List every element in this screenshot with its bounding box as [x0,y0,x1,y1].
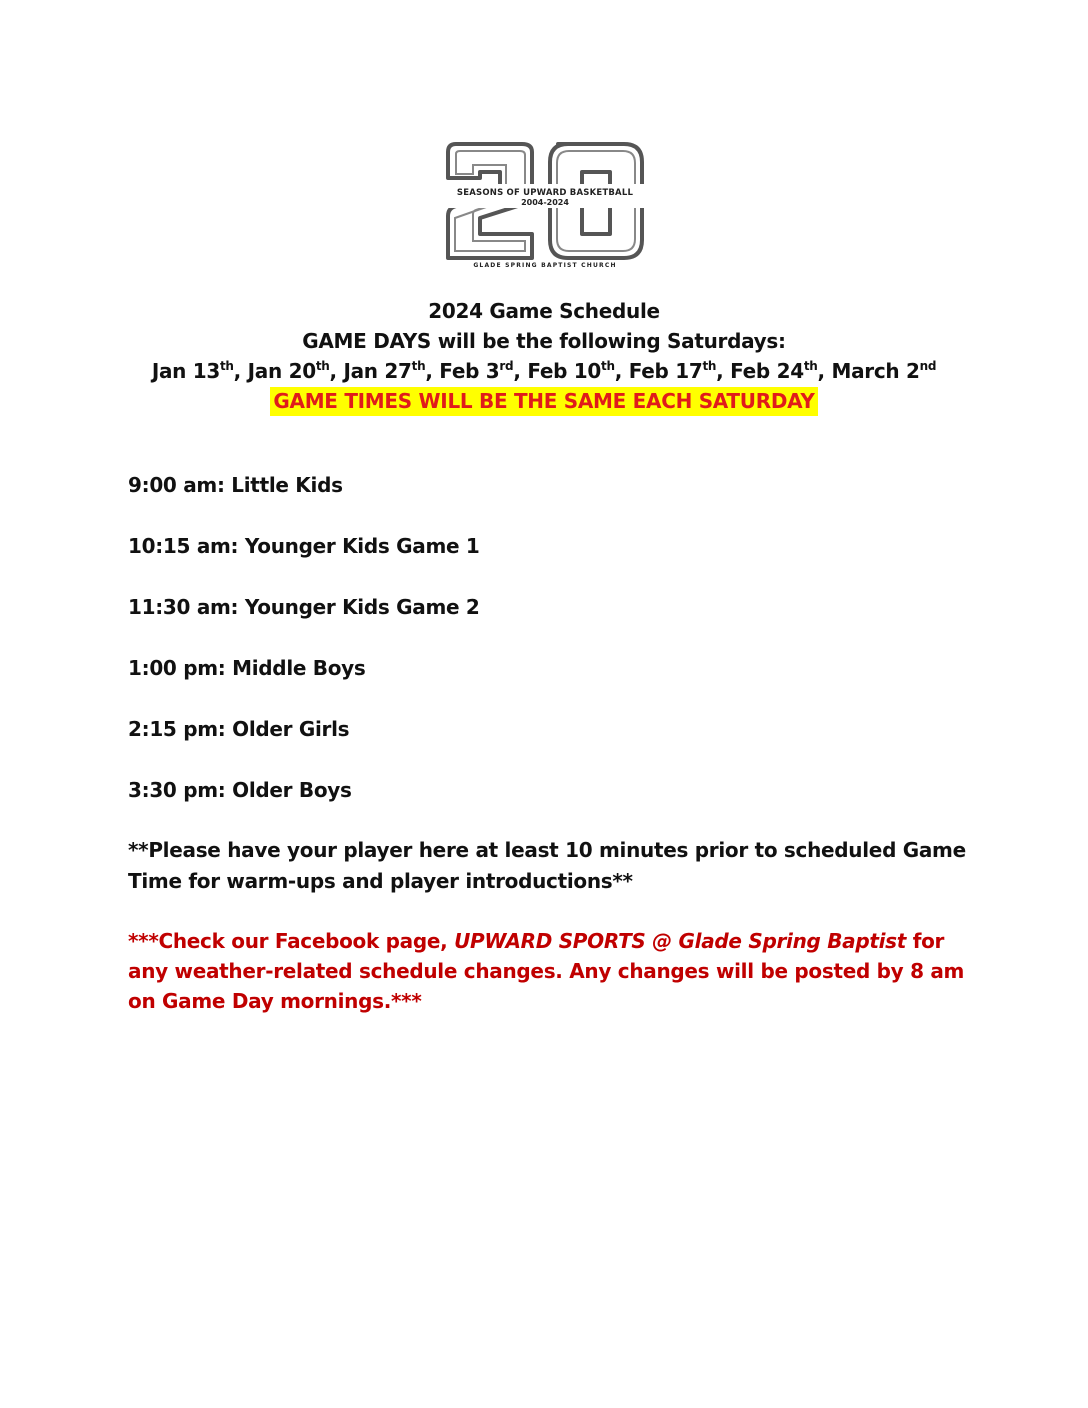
weather-notice [128,926,978,1016]
weather-notice-intro: ***Check our Facebook page, [128,929,455,953]
game-time-list [128,470,988,836]
game-dates-line: Jan 13th, Jan 20th, Jan 27th, Feb 3rd, Feb 10th, Feb 17th, Feb 24th, March 2nd [151,359,937,383]
arrival-note: **Please have your player here at least 10 minutes prior to scheduled Game Time for warm-ups and player introductions** [128,838,966,893]
game-date-text: Feb 17 [628,359,703,383]
game-date [343,359,425,383]
game-date [527,359,614,383]
logo-church-name: GLADE SPRING BAPTIST CHURCH [473,262,617,268]
game-date-text: Feb 10 [527,359,602,383]
logo-years: 2004-2024 [521,198,569,207]
schedule-item-younger-kids-game-1: 10:15 am: Younger Kids Game 1 [128,534,480,558]
game-date-text: Jan 13 [151,359,220,383]
game-date [439,359,513,383]
page-title: 2024 Game Schedule [428,299,660,323]
game-date [152,359,234,383]
schedule-item-older-boys: 3:30 pm: Older Boys [128,778,352,802]
game-date [629,359,716,383]
game-date-ordinal: th [411,359,426,373]
game-date-ordinal: th [601,359,615,373]
game-date-ordinal: rd [499,359,514,373]
game-date [730,359,817,383]
game-date-text: Feb 24 [730,359,804,383]
game-date-ordinal: nd [919,359,937,373]
weather-notice-details: for any weather-related schedule changes. Any changes will be posted by 8 am on Game Day mornings.*** [128,929,965,1013]
game-date [248,359,330,383]
upward-20-seasons-logo [440,138,650,268]
game-date-text: Jan 20 [247,359,316,383]
game-date-ordinal: th [315,359,330,373]
schedule-item-younger-kids-game-2: 11:30 am: Younger Kids Game 2 [128,595,480,619]
game-date-text: March 2 [831,359,920,383]
schedule-item-older-girls: 2:15 pm: Older Girls [128,717,350,741]
schedule-item-little-kids: 9:00 am: Little Kids [128,473,343,497]
game-date-ordinal: th [219,359,234,373]
game-date-text: Jan 27 [343,359,412,383]
facebook-page-name: UPWARD SPORTS @ Glade Spring Baptist [454,929,907,953]
schedule-item-middle-boys: 1:00 pm: Middle Boys [128,656,366,680]
schedule-header [0,296,1088,416]
game-days-subtitle: GAME DAYS will be the following Saturdays: [302,329,786,353]
game-times-notice: GAME TIMES WILL BE THE SAME EACH SATURDAY [270,387,817,416]
logo-tagline: SEASONS OF UPWARD BASKETBALL [456,188,634,198]
game-date-text: Feb 3 [439,359,500,383]
game-date [831,359,936,383]
game-date-ordinal: th [702,359,717,373]
game-date-ordinal: th [803,359,818,373]
